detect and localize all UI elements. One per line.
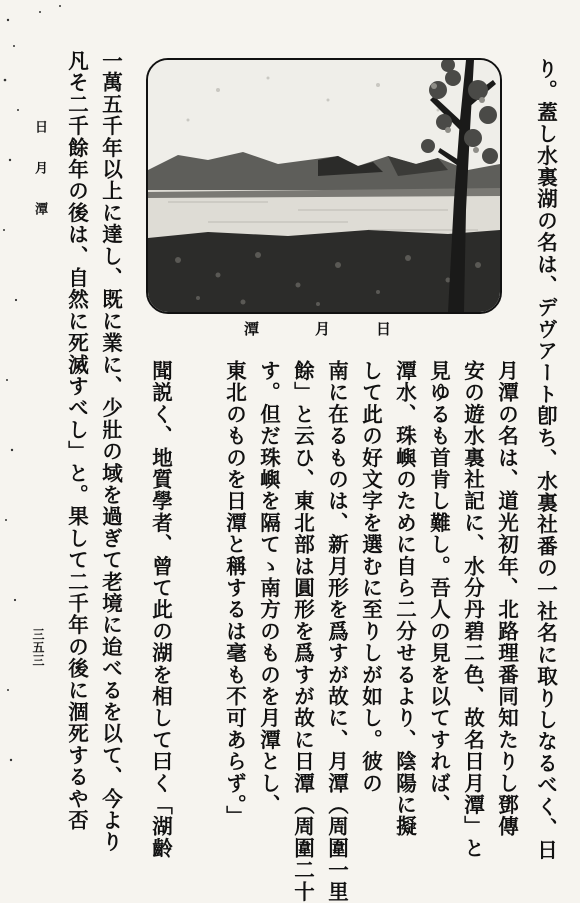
text-column-11: 聞説く、地質學者、曾て此の湖を相して曰く「湖齡 (148, 360, 173, 860)
text-column-3: 安の遊水裏社記に、水分丹碧二色、故名日月潭」と (460, 360, 485, 860)
running-title: 日月潭 (32, 120, 47, 243)
text-column-4: 見ゆるも首肯し難し。吾人の見を以てすれば、 (426, 360, 451, 816)
page-number: 三五三 (31, 628, 45, 667)
text-column-8: 餘」と云ひ、東北部は圓形を爲すが故に日潭（周圍二十 (290, 360, 315, 903)
photo-caption-char-1: 日 (376, 320, 392, 338)
photo-caption-char-3: 潭 (244, 320, 260, 338)
text-column-1: り。蓋し水裏湖の名は、デヴアート卽ち、水裏社番の一社名に取りしなるべく、日 (533, 58, 558, 861)
text-column-7: 南に在るものは、新月形を爲すが故に、月潭（周圍一里 (324, 360, 349, 903)
text-column-13: 凡そ二千餘年の後は、自然に死滅すべし」と。果して二千年の後に涸死するや否 (64, 50, 89, 832)
text-column-2: 月潭の名は、道光初年、北路理番同知たりし鄧傳 (494, 360, 519, 838)
photo-caption-char-2: 月 (315, 320, 331, 338)
text-column-12: 一萬五千年以上に達し、既に業に、少壯の域を過ぎて老境に迨べるを以て、今より (98, 50, 123, 853)
text-column-5: 潭水、珠嶼のために自ら二分せるより、陰陽に擬 (392, 360, 417, 838)
text-column-9: す。但だ珠嶼を隔てゝ南方のものを月潭とし、 (256, 360, 281, 816)
text-column-10: 東北のものを日潭と稱するは毫も不可あらず。」 (222, 360, 247, 828)
text-column-6: して此の好文字を選むに至りしが如し。彼の (358, 360, 383, 794)
